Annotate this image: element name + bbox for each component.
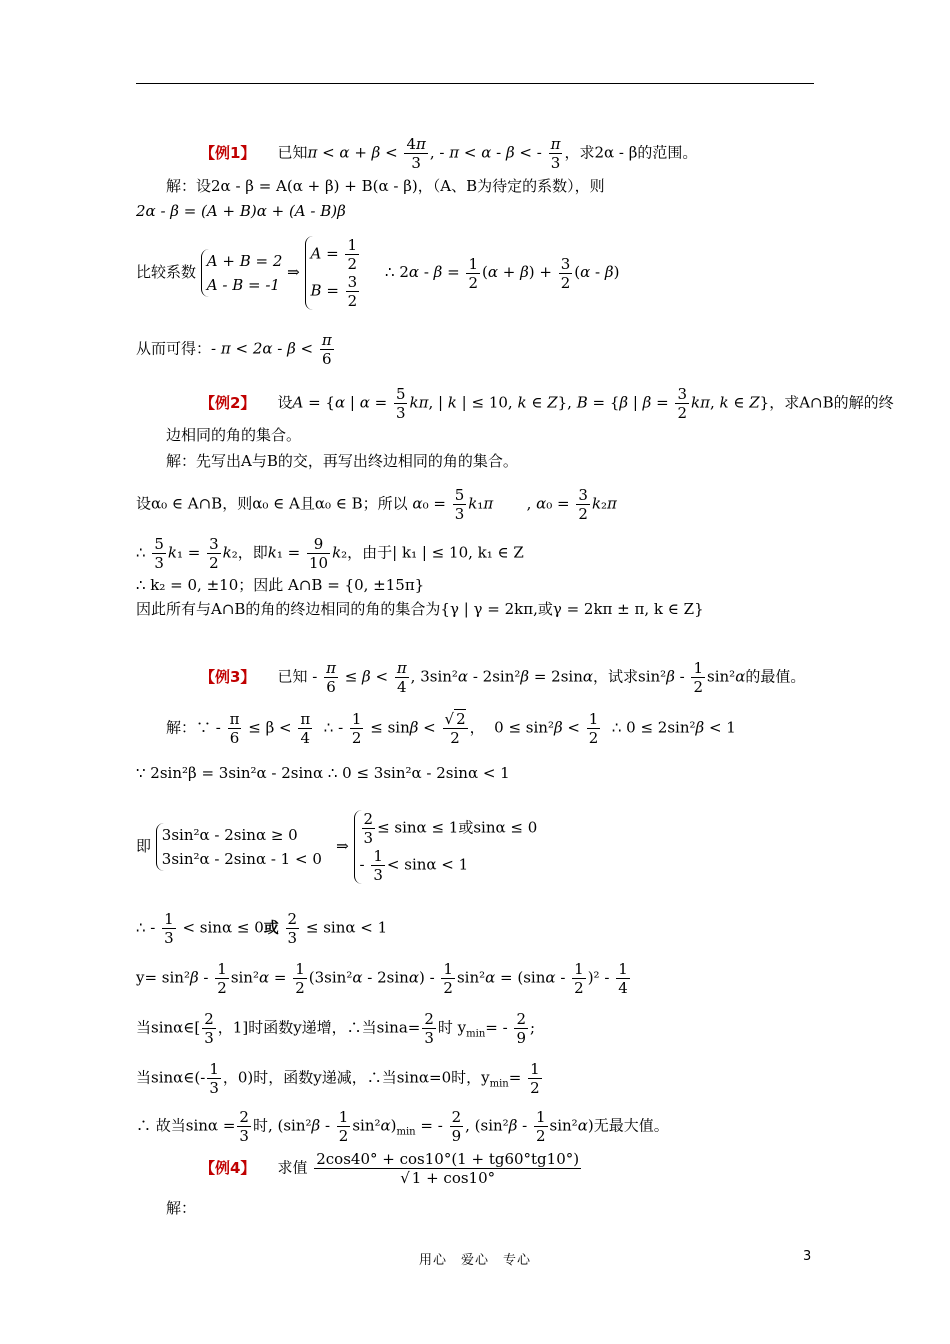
ex3-line2: ∵ 2sin²β = 3sin²α - 2sinα ∴ 0 ≤ 3sin²α - 2sinα < 1 <box>136 764 510 782</box>
ex3-range: ∴ - $\frac{1}{3}$ < sinα ≤ 0或 $\frac{2}{3}$ ≤ sinα < 1 <box>136 910 388 947</box>
ex3-final: ∴ 故当sinα = $\frac{2}{3}$ 时, (sin²β - $\frac{1}{2}$ $\sin^2\alpha)_{min}$ = - $\frac{2}{9}$ , (sin²β - $\frac{1}{2}$ sin²α)无最大值。 <box>136 1108 669 1145</box>
ex3-label: 【例3】 <box>200 667 256 686</box>
ex4-solution: 解： <box>166 1199 197 1217</box>
ex1-expand: 2α - β = (A + B)α + (A - B)β <box>136 202 346 220</box>
footer-text: 用心 爱心 专心 <box>418 1253 531 1268</box>
ex2-let: 设α₀ ∈ A∩B，则α₀ ∈ A且α₀ ∈ B；所以 α₀ = $\frac{5}{3}$ k₁π , α₀ = $\frac{3}{2}$ k₂π <box>136 486 617 523</box>
ex2-question: 【例2】 设A = {α | α = $\frac{5}{3}$ kπ, | k | ≤ 10, k ∈ Z}, B = {β | β = $\frac{3}{2}$ kπ, k ∈ Z}，求A∩B的解的终 <box>200 385 894 422</box>
ex1-solution-intro: 解：设2α - β = A(α + β) + B(α - β)，（A、B为待定的系数），则 <box>166 177 605 195</box>
header-rule <box>136 83 814 84</box>
ex2-k2: ∴ k₂ = 0, ±10；因此 A∩B = {0, ±15π} <box>136 576 425 594</box>
ex2-k-relation: ∴ $\frac{5}{3}$ k₁ = $\frac{3}{2}$ k₂，即k₁ = $\frac{9}{10}$ k₂，由于| k₁ | ≤ 10, k₁ ∈ Z <box>136 535 524 572</box>
ex2-solution-intro: 解：先写出A与B的交，再写出终边相同的角的集合。 <box>166 452 518 470</box>
ex3-system: 即 3sin²α - 2sinα ≥ 0 3sin²α - 2sinα - 1 < 0 ⇒ $\frac{2}{3}$ ≤ sinα ≤ 1或sinα ≤ 0 - $\frac{1}{3}$ < sinα < 1 <box>136 810 538 884</box>
ex4-question: 【例4】 求值 $\frac{2\cos 40^\circ + \cos 10^\circ(1 + tg60^\circ tg10^\circ)}{√ 1 + \cos 10^\circ}$ <box>200 1150 580 1187</box>
page-number: 3 <box>803 1249 812 1264</box>
ex4-label: 【例4】 <box>200 1158 256 1177</box>
ex3-question: 【例3】 已知 - $\frac{\pi}{6}$ ≤ β < $\frac{\pi}{4}$ , 3sin²α - 2sin²β = 2sinα，试求sin²β - $\frac{1}{2}$ sin²α的最值。 <box>200 659 806 696</box>
ex1-label: 【例1】 <box>200 143 256 162</box>
ex3-solution-intro: 解：∵ - $\frac{\pi}{6}$ ≤ β < $\frac{\pi}{4}$ ∴ - $\frac{1}{2}$ ≤ sinβ < $\frac{√ 2}{2}$ ， 0 ≤ sin²β < $\frac{1}{2}$ ∴ 0 ≤ 2sin²β < 1 <box>166 710 736 747</box>
ex3-case2: 当sinα∈(- $\frac{1}{3}$ ，0)时，函数y递减，∴当sinα=0时，$y_{min}=$ $\frac{1}{2}$ <box>136 1060 540 1097</box>
ex1-question: 【例1】 已知π < α + β < $\frac{4\pi}{3}$ , - π < α - β < - $\frac{\pi}{3}$ ，求2α - β的范围。 <box>200 135 698 172</box>
ex1-conclusion: 从而可得：- π < 2α - β < $\frac{\pi}{6}$ <box>136 331 332 368</box>
ex3-case1: 当sinα∈[ $\frac{2}{3}$ ，1]时函数y递增，∴当sina= $\frac{2}{3}$ 时 $y_{min}=$ - $\frac{2}{9}$ ; <box>136 1010 536 1047</box>
ex2-question-line2: 边相同的角的集合。 <box>166 426 302 444</box>
ex3-y-expression: y= sin²β - $\frac{1}{2}$ sin²α = $\frac{1}{2}$ (3sin²α - 2sinα) - $\frac{1}{2}$ sin²α = (sinα - $\frac{1}{2}$ )² - $\frac{1}{4}$ <box>136 960 628 997</box>
ex2-label: 【例2】 <box>200 393 256 412</box>
ex1-compare: 比较系数 A + B = 2 A - B = -1 ⇒ A = $\frac{1}{2}$ B = $\frac{3}{2}$ ∴ 2α - β = $\frac{1}{2}$ (α + β) + $\frac{3}{2}$ (α - β) <box>136 236 620 310</box>
ex2-final: 因此所有与A∩B的角的终边相同的角的集合为{γ | γ = 2kπ,或γ = 2kπ ± π, k ∈ Z} <box>136 600 704 618</box>
